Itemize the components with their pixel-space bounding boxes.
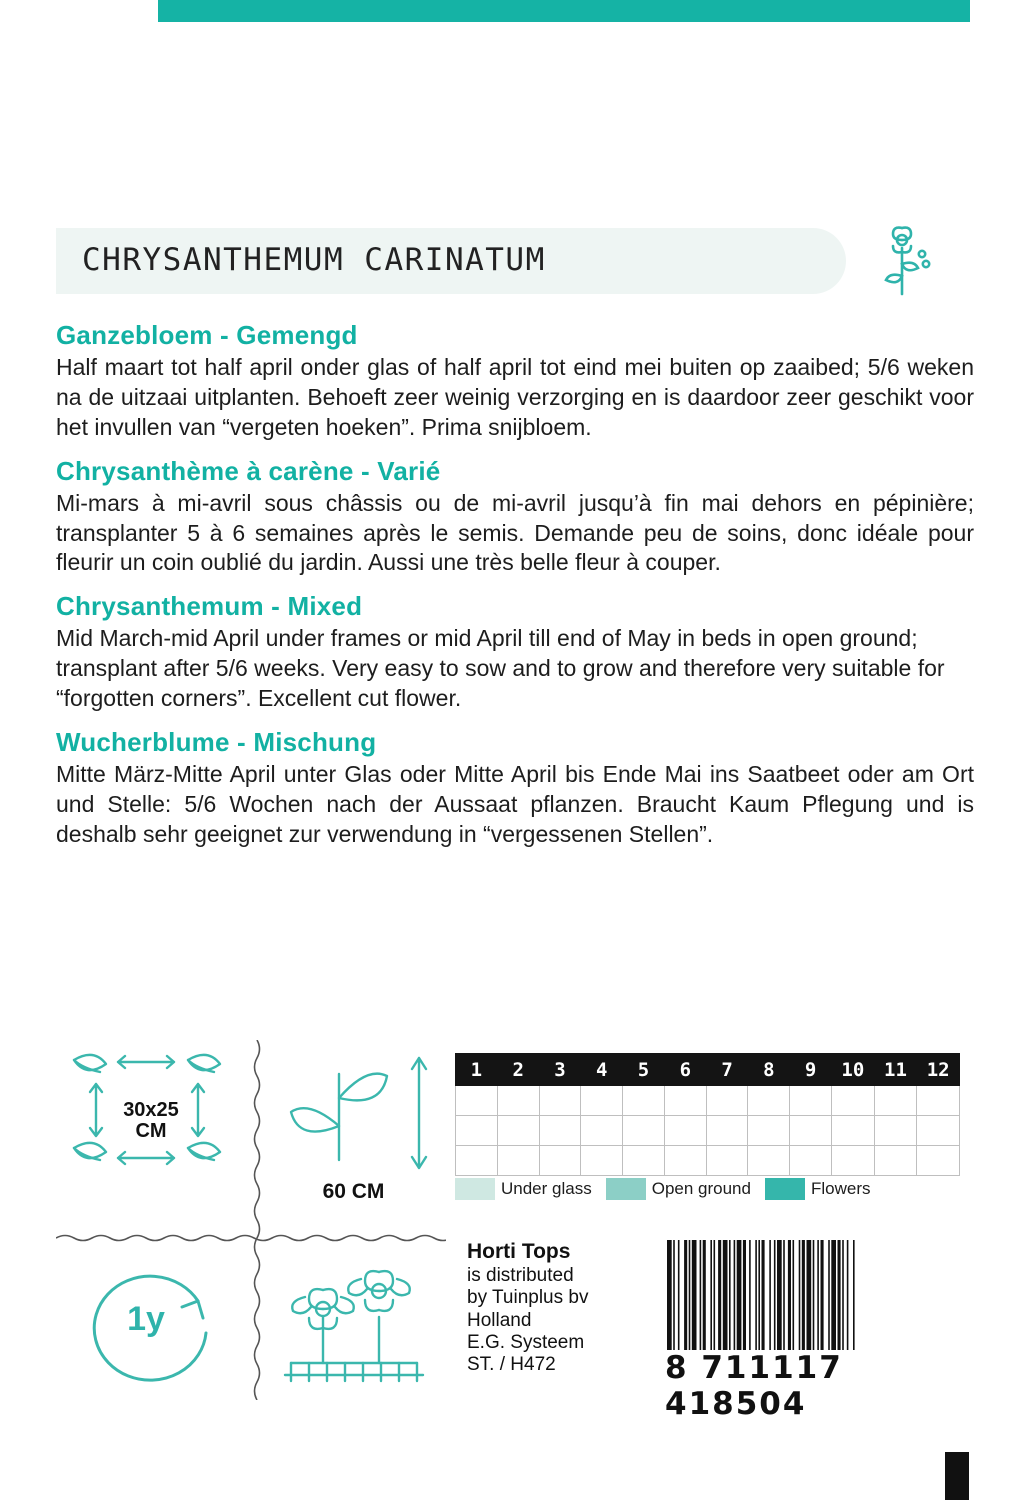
calendar-cell-flowers-2 [497,1146,539,1176]
brand-line-2: by Tuinplus bv [467,1287,589,1309]
calendar-month-5: 5 [623,1054,665,1086]
barcode-bars [665,1240,965,1350]
calendar-table [455,1053,960,1176]
lifecycle-icon-group [56,1245,236,1395]
calendar-row-open-ground [456,1116,960,1146]
brand-line-1: is distributed [467,1264,574,1286]
calendar-cell-under-glass-5 [623,1086,665,1116]
sowing-calendar [455,1053,960,1176]
bottom-print-mark [945,1452,969,1500]
section-en-heading: Chrysanthemum - Mixed [56,591,363,622]
calendar-cell-open-ground-12 [917,1116,960,1146]
legend-swatch-flowers [765,1178,805,1200]
flower-bed-icon [261,1245,446,1395]
section-fr-body: Mi-mars à mi-avril sous châssis ou de mi-avril jusqu’à fin mai dehors en pépinière; transplanter 5 à 6 semaines après le semis. Demande peu de soins, donc idéale pour fleurir un coin oublié du jardin. Aussi une très belle fleur à couper. [56,489,974,576]
calendar-cell-open-ground-9 [790,1116,832,1146]
calendar-cell-open-ground-8 [748,1116,790,1146]
calendar-cell-flowers-5 [623,1146,665,1176]
calendar-body [456,1086,960,1176]
calendar-cell-open-ground-1 [456,1116,498,1146]
calendar-cell-flowers-4 [581,1146,623,1176]
legend-item-under-glass [455,1178,592,1200]
plant-spacing-icon-group [56,1040,236,1210]
calendar-cell-flowers-1 [456,1146,498,1176]
barcode-digits: 8 711117 418504 [665,1350,843,1422]
calendar-cell-flowers-12 [917,1146,960,1176]
plant-height-label: 60 CM [322,1180,385,1203]
legend-label-flowers: Flowers [810,1179,871,1198]
legend-item-flowers [765,1178,871,1200]
calendar-cell-open-ground-11 [874,1116,917,1146]
section-de-body: Mitte März-Mitte April unter Glas oder Mitte April bis Ende Mai ins Saatbeet oder am Ort und Stelle: 5/6 Wochen nach der Aussaat pflanzen. Braucht Kaum Pflegung und is deshalb sehr geeignet zur verwendung in “vergessenen Stellen”. [56,761,974,847]
flower-icon [860,218,950,308]
calendar-cell-open-ground-6 [664,1116,706,1146]
section-de [56,727,974,850]
section-fr-heading: Chrysanthème à carène - Varié [56,455,441,486]
panel-divider-horizontal [56,1230,446,1240]
lifecycle-label: 1y [127,1300,165,1338]
legend-label-open-ground: Open ground [651,1179,751,1198]
top-accent-bar [158,0,970,22]
calendar-cell-flowers-3 [539,1146,581,1176]
calendar-cell-under-glass-7 [706,1086,748,1116]
calendar-cell-flowers-6 [664,1146,706,1176]
calendar-month-10: 10 [832,1054,875,1086]
legend-item-open-ground [606,1178,751,1200]
calendar-cell-under-glass-11 [874,1086,917,1116]
legend-swatch-open-ground [606,1178,646,1200]
calendar-cell-flowers-9 [790,1146,832,1176]
calendar-cell-under-glass-10 [832,1086,875,1116]
brand-line-3: Holland [467,1309,532,1331]
section-de-heading: Wucherblume - Mischung [56,727,377,758]
calendar-month-4: 4 [581,1054,623,1086]
calendar-cell-under-glass-4 [581,1086,623,1116]
calendar-cell-flowers-8 [748,1146,790,1176]
calendar-cell-open-ground-4 [581,1116,623,1146]
barcode [665,1240,965,1422]
calendar-month-9: 9 [790,1054,832,1086]
calendar-month-2: 2 [497,1054,539,1086]
calendar-cell-under-glass-1 [456,1086,498,1116]
brand-line-4: E.G. Systeem [467,1331,585,1353]
brand-info [467,1240,657,1377]
plant-height-icon-group [261,1040,446,1210]
calendar-cell-open-ground-5 [623,1116,665,1146]
description-sections [56,320,974,863]
calendar-cell-flowers-11 [874,1146,917,1176]
calendar-cell-flowers-10 [832,1146,875,1176]
calendar-month-1: 1 [456,1054,498,1086]
calendar-cell-under-glass-12 [917,1086,960,1116]
calendar-cell-flowers-7 [706,1146,748,1176]
calendar-month-7: 7 [706,1054,748,1086]
calendar-cell-under-glass-3 [539,1086,581,1116]
calendar-header-row [456,1054,960,1086]
calendar-row-under-glass [456,1086,960,1116]
section-en-body: Mid March-mid April under frames or mid April till end of May in beds in open ground; transplant after 5/6 weeks. Very easy to sow and to grow and therefore very suitable for “forgotten corners”. Excellent cut flower. [56,625,945,712]
legend-swatch-under-glass [455,1178,495,1200]
plant-spacing-value: 30x25 [123,1099,179,1121]
section-nl-body: Half maart tot half april onder glas of half april tot eind mei buiten op zaaibed; 5/6 weken na de uitzaai uitplanten. Behoeft zeer weinig verzorging en is daardoor zeer geschikt voor het invullen van “vergeten hoeken”. Prima snijbloem. [56,354,974,440]
calendar-month-12: 12 [917,1054,960,1086]
title-band [56,228,846,294]
calendar-cell-under-glass-8 [748,1086,790,1116]
calendar-month-3: 3 [539,1054,581,1086]
calendar-cell-under-glass-2 [497,1086,539,1116]
brand-line-5: ST. / H472 [467,1354,556,1376]
calendar-cell-open-ground-7 [706,1116,748,1146]
calendar-month-11: 11 [874,1054,917,1086]
calendar-month-8: 8 [748,1054,790,1086]
calendar-cell-open-ground-2 [497,1116,539,1146]
calendar-month-6: 6 [664,1054,706,1086]
brand-name: Horti Tops [467,1240,571,1263]
plant-spacing-unit: CM [135,1120,167,1142]
legend-label-under-glass: Under glass [501,1179,592,1198]
page-title: CHRYSANTHEMUM CARINATUM [82,242,546,278]
calendar-cell-open-ground-3 [539,1116,581,1146]
calendar-cell-open-ground-10 [832,1116,875,1146]
section-en [56,591,974,714]
section-nl-heading: Ganzebloem - Gemengd [56,320,358,350]
plant-spacing-label [108,1100,194,1142]
calendar-cell-under-glass-6 [664,1086,706,1116]
section-nl [56,320,974,443]
calendar-legend [455,1178,960,1200]
calendar-cell-under-glass-9 [790,1086,832,1116]
section-fr [56,456,974,579]
calendar-row-flowers [456,1146,960,1176]
